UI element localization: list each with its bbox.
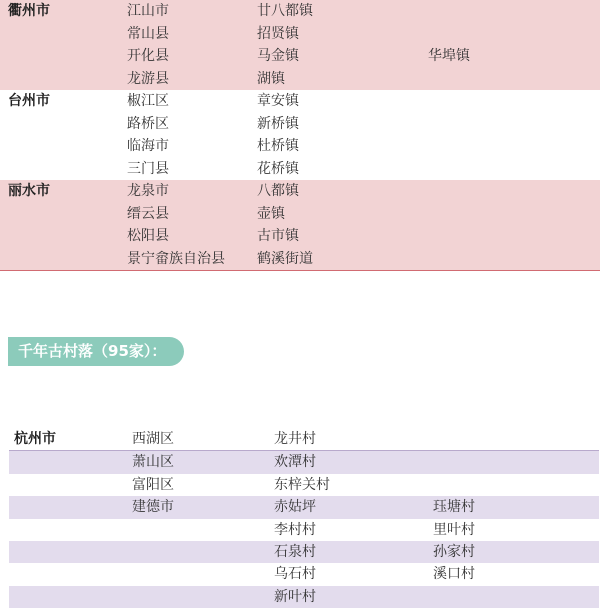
village-cell: 乌石村 (274, 566, 316, 583)
town-cell: 廿八都镇 (257, 3, 313, 19)
village-cell: 欢潭村 (274, 454, 316, 471)
town-cell: 湖镇 (257, 70, 285, 87)
table-row (0, 113, 600, 136)
county-cell: 江山市 (127, 3, 169, 19)
district-cell: 萧山区 (132, 454, 174, 471)
county-cell: 龙游县 (127, 70, 169, 87)
county-cell: 椒江区 (127, 93, 169, 109)
village-cell-2: 珏塘村 (433, 499, 475, 516)
extra-town-cell: 华埠镇 (428, 48, 470, 64)
county-cell: 龙泉市 (127, 183, 169, 199)
town-table (0, 0, 600, 271)
table-row (0, 225, 600, 248)
county-cell: 开化县 (127, 48, 169, 64)
city-cell: 杭州市 (14, 431, 56, 447)
county-cell: 景宁畲族自治县 (127, 250, 225, 267)
district-cell: 富阳区 (132, 476, 174, 493)
town-cell: 鹤溪街道 (257, 250, 313, 267)
table-row (9, 563, 599, 585)
county-cell: 松阳县 (127, 228, 169, 244)
table-row (0, 203, 600, 226)
city-cell: 衢州市 (8, 3, 50, 19)
town-cell: 八都镇 (257, 183, 299, 199)
village-cell: 赤姑坪 (274, 499, 316, 516)
town-cell: 招贤镇 (257, 25, 299, 42)
town-cell: 章安镇 (257, 93, 299, 109)
city-cell: 丽水市 (8, 183, 50, 199)
town-cell: 壶镇 (257, 205, 285, 222)
county-cell: 常山县 (127, 25, 169, 42)
section-heading-banner (8, 337, 184, 366)
village-cell: 龙井村 (274, 431, 316, 447)
town-cell: 马金镇 (257, 48, 299, 64)
county-cell: 缙云县 (127, 205, 169, 222)
village-cell: 李村村 (274, 521, 316, 538)
village-cell-2: 溪口村 (433, 566, 475, 583)
table-row (0, 68, 600, 91)
table-row (0, 158, 600, 181)
table-row (0, 135, 600, 158)
county-cell: 路桥区 (127, 115, 169, 132)
town-cell: 杜桥镇 (257, 138, 299, 154)
table-row (9, 474, 599, 496)
city-cell: 台州市 (8, 93, 50, 109)
table-row (9, 451, 599, 473)
table-row (0, 90, 600, 113)
table-row (9, 496, 599, 518)
table-row (9, 519, 599, 541)
table-row (9, 586, 599, 608)
town-cell: 新桥镇 (257, 115, 299, 132)
county-cell: 三门县 (127, 160, 169, 177)
town-cell: 古市镇 (257, 228, 299, 244)
village-table (9, 428, 599, 608)
table-row (0, 0, 600, 23)
table-row (0, 180, 600, 203)
table-row (9, 428, 599, 451)
village-cell-2: 孙家村 (433, 543, 475, 560)
village-cell: 新叶村 (274, 588, 316, 605)
district-cell: 西湖区 (132, 431, 174, 447)
section-heading: 千年古村落（95家）： (18, 342, 167, 360)
table-row (9, 541, 599, 563)
district-cell: 建德市 (132, 499, 174, 516)
table-row (0, 248, 600, 272)
town-cell: 花桥镇 (257, 160, 299, 177)
county-cell: 临海市 (127, 138, 169, 154)
table-row (0, 45, 600, 68)
village-cell: 东梓关村 (274, 476, 330, 493)
table-row (0, 23, 600, 46)
village-cell: 石泉村 (274, 543, 316, 560)
village-cell-2: 里叶村 (433, 521, 475, 538)
